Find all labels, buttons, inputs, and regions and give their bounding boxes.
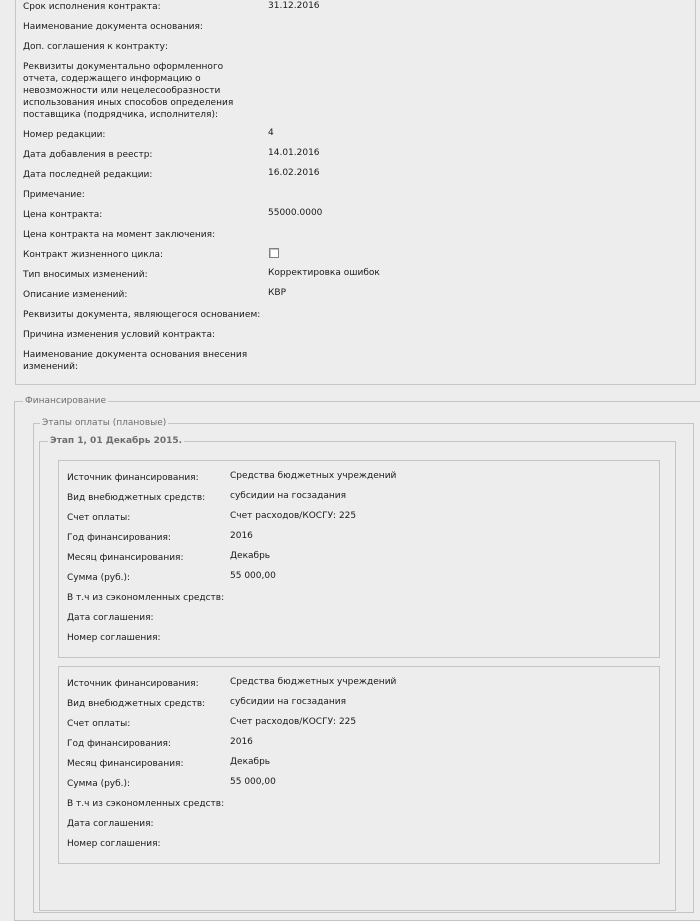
offbudget-type-value: субсидии на госзадания — [230, 697, 347, 707]
basis-document-label: Наименование документа основания: — [23, 22, 203, 32]
change-basis-document-label: Наименование документа основания внесения изменений: — [23, 350, 248, 372]
change-description-label: Описание изменений: — [23, 290, 128, 300]
change-reason-label: Причина изменения условий контракта: — [23, 330, 216, 340]
funding-year-value: 2016 — [230, 737, 253, 747]
basis-requisites-label: Реквизиты документа, являющегося основанием: — [23, 310, 261, 320]
deadline-label: Срок исполнения контракта: — [23, 2, 161, 12]
offbudget-type-label: Вид внебюджетных средств: — [67, 699, 206, 709]
funding-source-label: Источник финансирования: — [67, 473, 199, 483]
agreement-date-label: Дата соглашения: — [67, 613, 154, 623]
deadline-value: 31.12.2016 — [268, 1, 320, 11]
lifecycle-contract-label: Контракт жизненного цикла: — [23, 250, 164, 260]
contract-price-value: 55000.0000 — [268, 208, 323, 218]
registry-date-value: 14.01.2016 — [268, 148, 320, 158]
funding-month-label: Месяц финансирования: — [67, 553, 184, 563]
agreement-number-label: Номер соглашения: — [67, 633, 161, 643]
funding-year-value: 2016 — [230, 531, 253, 541]
funding-source-label: Источник финансирования: — [67, 679, 199, 689]
registry-date-label: Дата добавления в реестр: — [23, 150, 153, 160]
offbudget-type-label: Вид внебюджетных средств: — [67, 493, 206, 503]
funding-month-value: Декабрь — [230, 757, 271, 767]
contract-price-label: Цена контракта: — [23, 210, 103, 220]
change-type-label: Тип вносимых изменений: — [23, 270, 148, 280]
amount-value: 55 000,00 — [230, 571, 276, 581]
funding-year-label: Год финансирования: — [67, 739, 171, 749]
last-revision-date-label: Дата последней редакции: — [23, 170, 153, 180]
savings-label: В т.ч из сэкономленных средств: — [67, 593, 225, 603]
payment-account-label: Счет оплаты: — [67, 719, 131, 729]
lifecycle-contract-checkbox[interactable] — [269, 248, 279, 258]
funding-month-label: Месяц финансирования: — [67, 759, 184, 769]
note-label: Примечание: — [23, 190, 85, 200]
funding-year-label: Год финансирования: — [67, 533, 171, 543]
amount-label: Сумма (руб.): — [67, 779, 131, 789]
amount-value: 55 000,00 — [230, 777, 276, 787]
supplementary-agreements-label: Доп. соглашения к контракту: — [23, 42, 169, 52]
stage-legend: Этап 1, 01 Декабрь 2015. — [50, 436, 183, 446]
payment-stages-legend: Этапы оплаты (плановые) — [42, 418, 167, 428]
funding-source-value: Средства бюджетных учреждений — [230, 471, 397, 481]
payment-account-value: Счет расходов/КОСГУ: 225 — [230, 717, 357, 727]
change-description-value: КВР — [268, 288, 286, 298]
savings-label: В т.ч из сэкономленных средств: — [67, 799, 225, 809]
change-type-value: Корректировка ошибок — [268, 268, 380, 278]
funding-month-value: Декабрь — [230, 551, 271, 561]
amount-label: Сумма (руб.): — [67, 573, 131, 583]
funding-source-value: Средства бюджетных учреждений — [230, 677, 397, 687]
last-revision-date-value: 16.02.2016 — [268, 168, 320, 178]
report-requisites-label: Реквизиты документально оформленного отчета, содержащего информацию о невозможности или нецелесообразности использования иных способов определения поставщика (подрядчика, исполнителя): — [23, 62, 234, 120]
offbudget-type-value: субсидии на госзадания — [230, 491, 347, 501]
agreement-number-label: Номер соглашения: — [67, 839, 161, 849]
agreement-date-label: Дата соглашения: — [67, 819, 154, 829]
payment-account-label: Счет оплаты: — [67, 513, 131, 523]
contract-details-panel — [15, 0, 696, 385]
payment-account-value: Счет расходов/КОСГУ: 225 — [230, 511, 357, 521]
revision-number-value: 4 — [268, 128, 274, 138]
initial-price-label: Цена контракта на момент заключения: — [23, 230, 216, 240]
revision-number-label: Номер редакции: — [23, 130, 106, 140]
financing-legend: Финансирование — [25, 396, 106, 406]
